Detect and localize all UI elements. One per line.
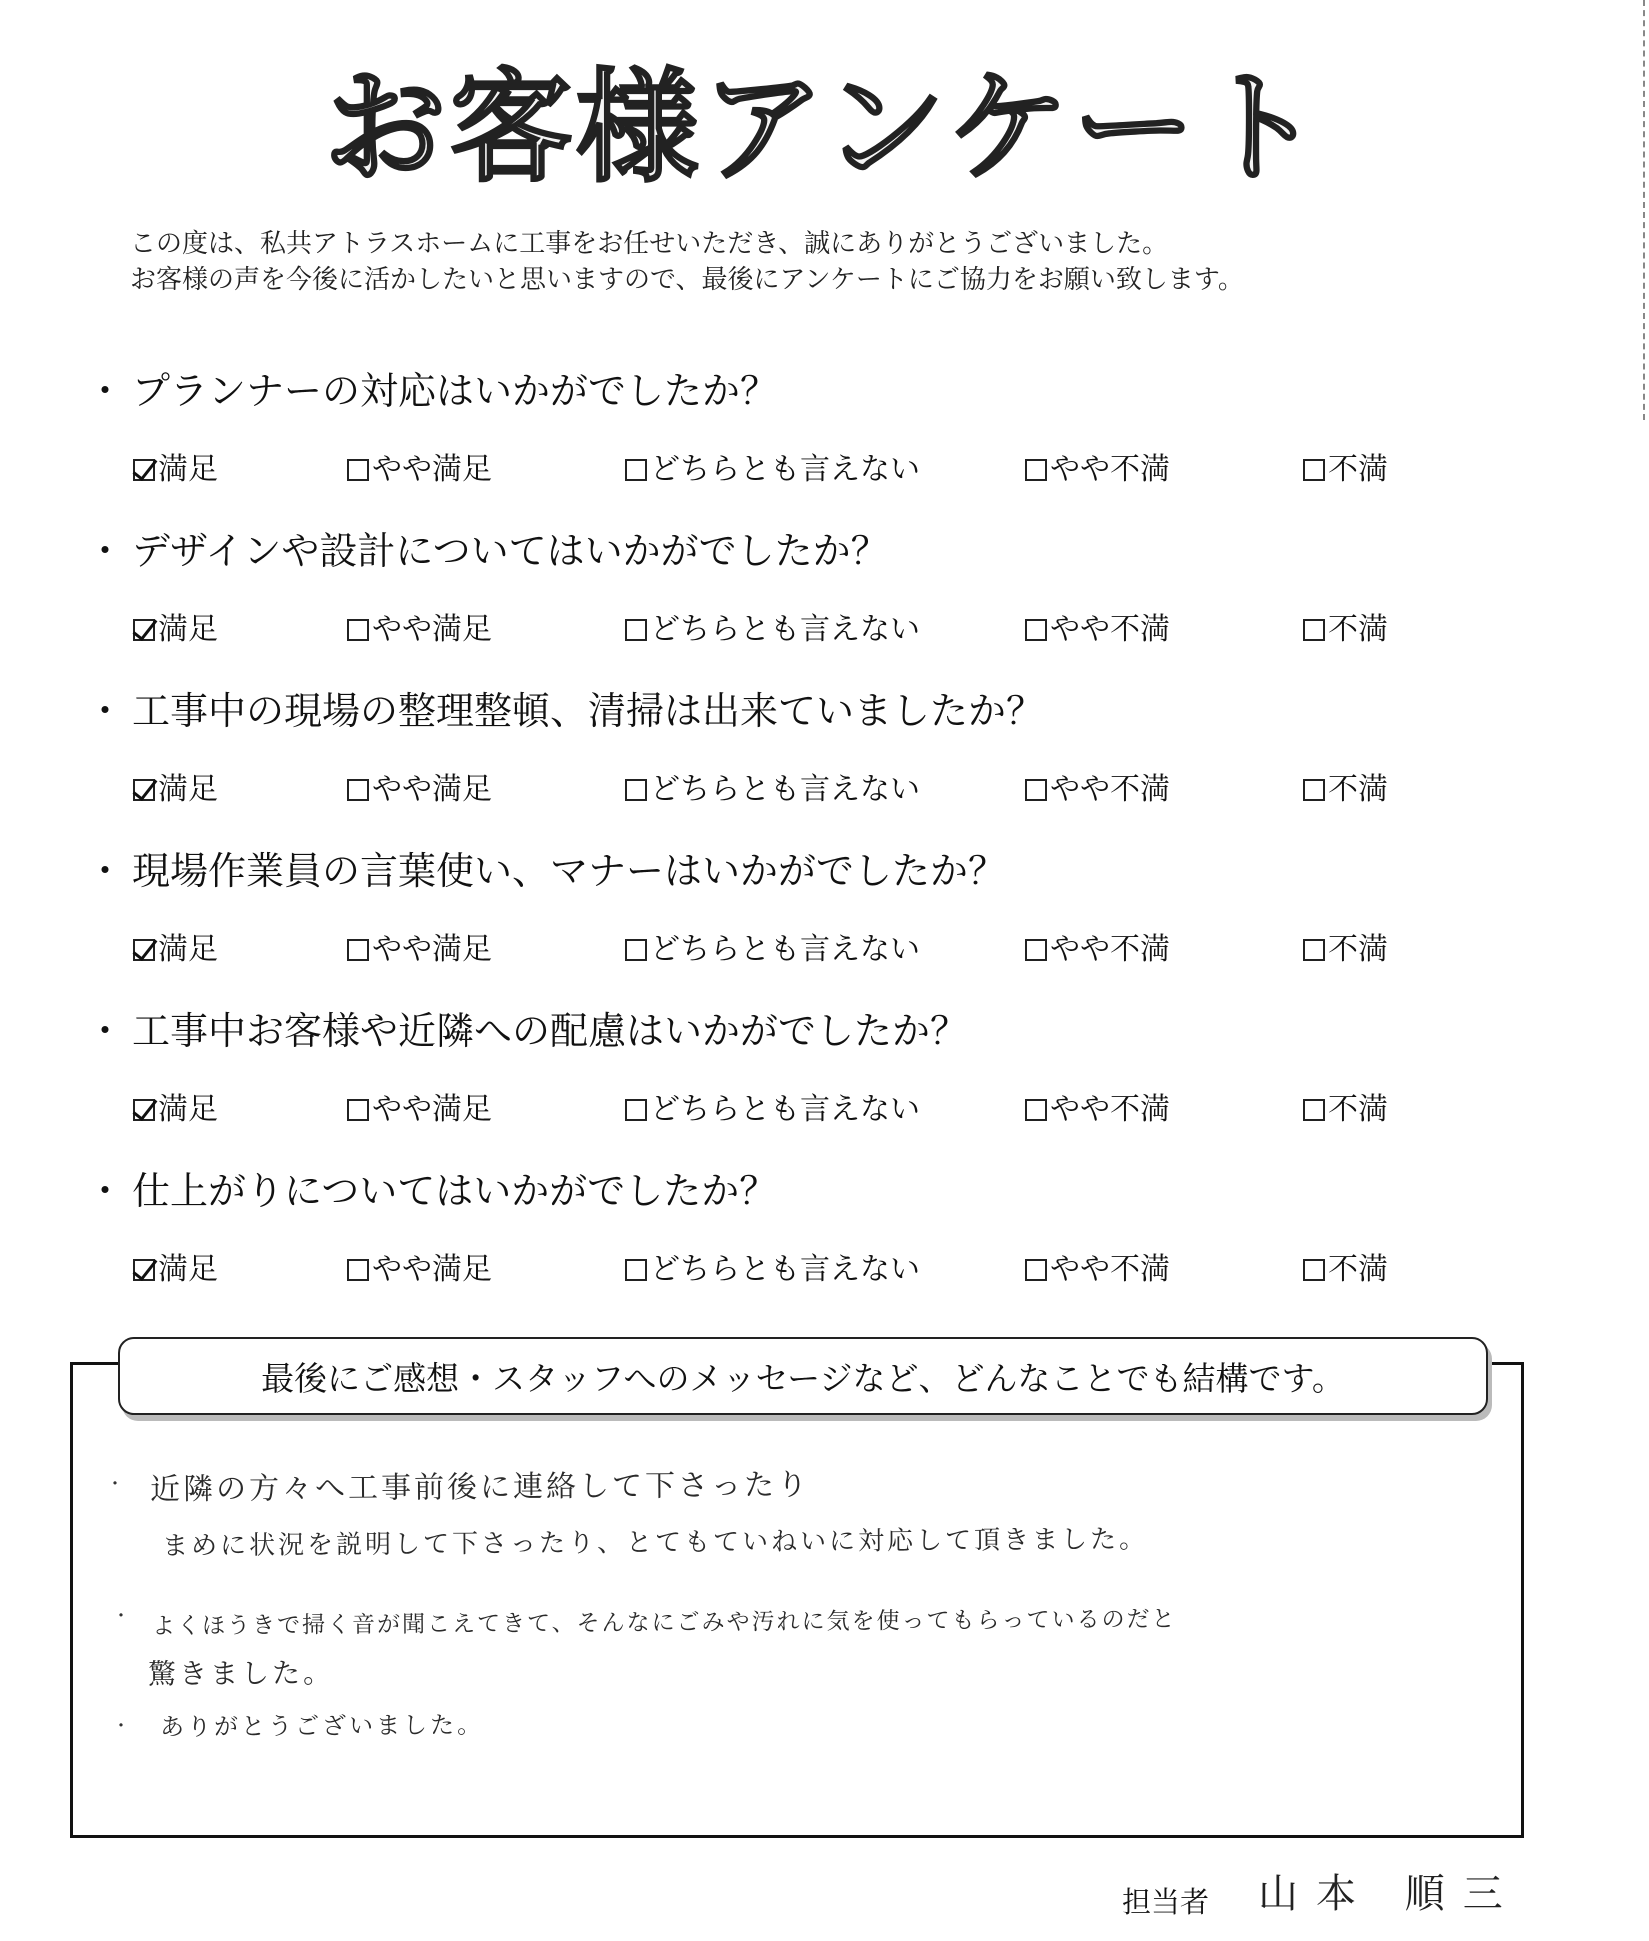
- checkbox-icon[interactable]: [1025, 779, 1047, 801]
- question-3-option-4[interactable]: [1025, 772, 1170, 808]
- question-5-option-5[interactable]: [1303, 1092, 1388, 1128]
- message-bullet-3: ・: [112, 1716, 130, 1737]
- option-label: やや満足: [372, 1092, 492, 1127]
- message-bullet-1: ・: [106, 1474, 124, 1495]
- question-bullet: ・: [86, 689, 125, 733]
- checkbox-icon[interactable]: [1303, 459, 1325, 481]
- question-text: 工事中お客様や近隣への配慮はいかがでしたか？: [132, 1009, 969, 1053]
- checkbox-icon[interactable]: [625, 1099, 647, 1121]
- option-label: 不満: [1328, 932, 1388, 967]
- question-1-option-4[interactable]: [1025, 452, 1170, 488]
- message-line-5: ありがとうございました。: [159, 1710, 485, 1742]
- question-1-option-5[interactable]: [1303, 452, 1388, 488]
- question-3-option-5[interactable]: [1303, 772, 1388, 808]
- question-2-option-4[interactable]: [1025, 612, 1170, 648]
- question-1-option-2[interactable]: [347, 452, 492, 488]
- message-bullet-2: ・: [112, 1606, 130, 1627]
- intro-text: [130, 226, 1570, 298]
- option-label: どちらとも言えない: [650, 932, 920, 967]
- question-5-option-4[interactable]: [1025, 1092, 1170, 1128]
- question-text: 現場作業員の言葉使い、マナーはいかがでしたか？: [132, 849, 1007, 893]
- option-label: どちらとも言えない: [650, 772, 920, 807]
- option-label: やや不満: [1050, 1252, 1170, 1287]
- checkbox-icon[interactable]: [133, 459, 155, 481]
- option-label: やや不満: [1050, 772, 1170, 807]
- question-bullet: ・: [86, 369, 125, 413]
- question-2-option-1[interactable]: [133, 612, 218, 648]
- checkbox-icon[interactable]: [347, 1259, 369, 1281]
- question-4-option-5[interactable]: [1303, 932, 1388, 968]
- option-label: やや満足: [372, 1252, 492, 1287]
- option-label: 不満: [1328, 612, 1388, 647]
- question-6-option-2[interactable]: [347, 1252, 492, 1288]
- staff-label: 担当者: [1122, 1885, 1210, 1919]
- message-box: [70, 1362, 1524, 1838]
- question-bullet: ・: [86, 1169, 125, 1213]
- checkbox-icon[interactable]: [1303, 779, 1325, 801]
- option-label: やや不満: [1050, 932, 1170, 967]
- checkbox-icon[interactable]: [1025, 1259, 1047, 1281]
- checkbox-icon[interactable]: [133, 1259, 155, 1281]
- question-1-option-1[interactable]: [133, 452, 218, 488]
- checkbox-icon[interactable]: [347, 939, 369, 961]
- option-label: 満足: [158, 1092, 218, 1127]
- question-4-option-4[interactable]: [1025, 932, 1170, 968]
- message-line-3: よくほうきで掃く音が聞こえてきて、そんなにごみや汚れに気を使ってもらっているのだと: [151, 1606, 1177, 1640]
- option-label: やや満足: [372, 612, 492, 647]
- option-label: やや不満: [1050, 612, 1170, 647]
- checkbox-icon[interactable]: [625, 939, 647, 961]
- option-label: やや満足: [372, 932, 492, 967]
- message-line-1: 近隣の方々へ工事前後に連絡して下さったり: [149, 1467, 811, 1508]
- question-1: [86, 368, 778, 414]
- checkbox-icon[interactable]: [1303, 1259, 1325, 1281]
- question-3-option-2[interactable]: [347, 772, 492, 808]
- question-bullet: ・: [86, 1009, 125, 1053]
- question-6-option-1[interactable]: [133, 1252, 218, 1288]
- question-text: 工事中の現場の整理整頓、清掃は出来ていましたか？: [132, 689, 1045, 733]
- checkbox-icon[interactable]: [347, 1099, 369, 1121]
- question-text: デザインや設計についてはいかがでしたか？: [132, 529, 889, 573]
- option-label: 満足: [158, 932, 218, 967]
- intro-line-2: お客様の声を今後に活かしたいと思いますので、最後にアンケートにご協力をお願い致します。: [130, 265, 1244, 295]
- checkbox-icon[interactable]: [133, 619, 155, 641]
- question-2-option-5[interactable]: [1303, 612, 1388, 648]
- option-label: 満足: [158, 772, 218, 807]
- checkbox-icon[interactable]: [347, 779, 369, 801]
- checkbox-icon[interactable]: [347, 459, 369, 481]
- message-line-4: 驚きました。: [147, 1656, 335, 1691]
- option-label: 満足: [158, 1252, 218, 1287]
- option-label: やや満足: [372, 772, 492, 807]
- checkbox-icon[interactable]: [133, 779, 155, 801]
- question-4-option-2[interactable]: [347, 932, 492, 968]
- question-2-option-2[interactable]: [347, 612, 492, 648]
- question-5-option-2[interactable]: [347, 1092, 492, 1128]
- option-label: やや不満: [1050, 452, 1170, 487]
- checkbox-icon[interactable]: [1025, 1099, 1047, 1121]
- option-label: どちらとも言えない: [650, 1092, 920, 1127]
- question-6-option-4[interactable]: [1025, 1252, 1170, 1288]
- question-2: [86, 528, 889, 574]
- question-5: [86, 1008, 968, 1054]
- checkbox-icon[interactable]: [1025, 459, 1047, 481]
- option-label: どちらとも言えない: [650, 1252, 920, 1287]
- checkbox-icon[interactable]: [625, 1259, 647, 1281]
- option-label: 満足: [158, 612, 218, 647]
- question-2-option-3[interactable]: [625, 612, 920, 648]
- question-text: 仕上がりについてはいかがでしたか？: [132, 1169, 778, 1213]
- question-6-option-5[interactable]: [1303, 1252, 1388, 1288]
- question-bullet: ・: [86, 849, 125, 893]
- question-bullet: ・: [86, 529, 125, 573]
- option-label: 満足: [158, 452, 218, 487]
- checkbox-icon[interactable]: [347, 619, 369, 641]
- option-label: やや満足: [372, 452, 492, 487]
- survey-title: お客様アンケート: [324, 55, 1325, 199]
- question-1-option-3[interactable]: [625, 452, 920, 488]
- question-4: [86, 848, 1006, 894]
- checkbox-icon[interactable]: [1025, 619, 1047, 641]
- staff-signature: 山本 順三: [1258, 1871, 1521, 1917]
- checkbox-icon[interactable]: [133, 1099, 155, 1121]
- option-label: 不満: [1328, 772, 1388, 807]
- question-5-option-1[interactable]: [133, 1092, 218, 1128]
- question-4-option-3[interactable]: [625, 932, 920, 968]
- checkbox-icon[interactable]: [1303, 1099, 1325, 1121]
- option-label: 不満: [1328, 452, 1388, 487]
- option-label: 不満: [1328, 1092, 1388, 1127]
- message-header: 最後にご感想・スタッフへのメッセージなど、どんなことでも結構です。: [118, 1337, 1488, 1415]
- intro-line-1: この度は、私共アトラスホームに工事をお任せいただき、誠にありがとうございました。: [130, 229, 1169, 259]
- question-3-option-3[interactable]: [625, 772, 920, 808]
- checkbox-icon[interactable]: [625, 619, 647, 641]
- checkbox-icon[interactable]: [133, 939, 155, 961]
- question-5-option-3[interactable]: [625, 1092, 920, 1128]
- checkbox-icon[interactable]: [625, 779, 647, 801]
- checkbox-icon[interactable]: [1025, 939, 1047, 961]
- question-3-option-1[interactable]: [133, 772, 218, 808]
- question-3: [86, 688, 1044, 734]
- question-text: プランナーの対応はいかがでしたか？: [132, 369, 779, 413]
- checkbox-icon[interactable]: [1303, 619, 1325, 641]
- option-label: どちらとも言えない: [650, 452, 920, 487]
- question-4-option-1[interactable]: [133, 932, 218, 968]
- option-label: どちらとも言えない: [650, 612, 920, 647]
- option-label: 不満: [1328, 1252, 1388, 1287]
- option-label: やや不満: [1050, 1092, 1170, 1127]
- message-line-2: まめに状況を説明して下さったり、とてもていねいに対応して頂きました。: [161, 1524, 1149, 1562]
- question-6-option-3[interactable]: [625, 1252, 920, 1288]
- checkbox-icon[interactable]: [625, 459, 647, 481]
- checkbox-icon[interactable]: [1303, 939, 1325, 961]
- question-6: [86, 1168, 777, 1214]
